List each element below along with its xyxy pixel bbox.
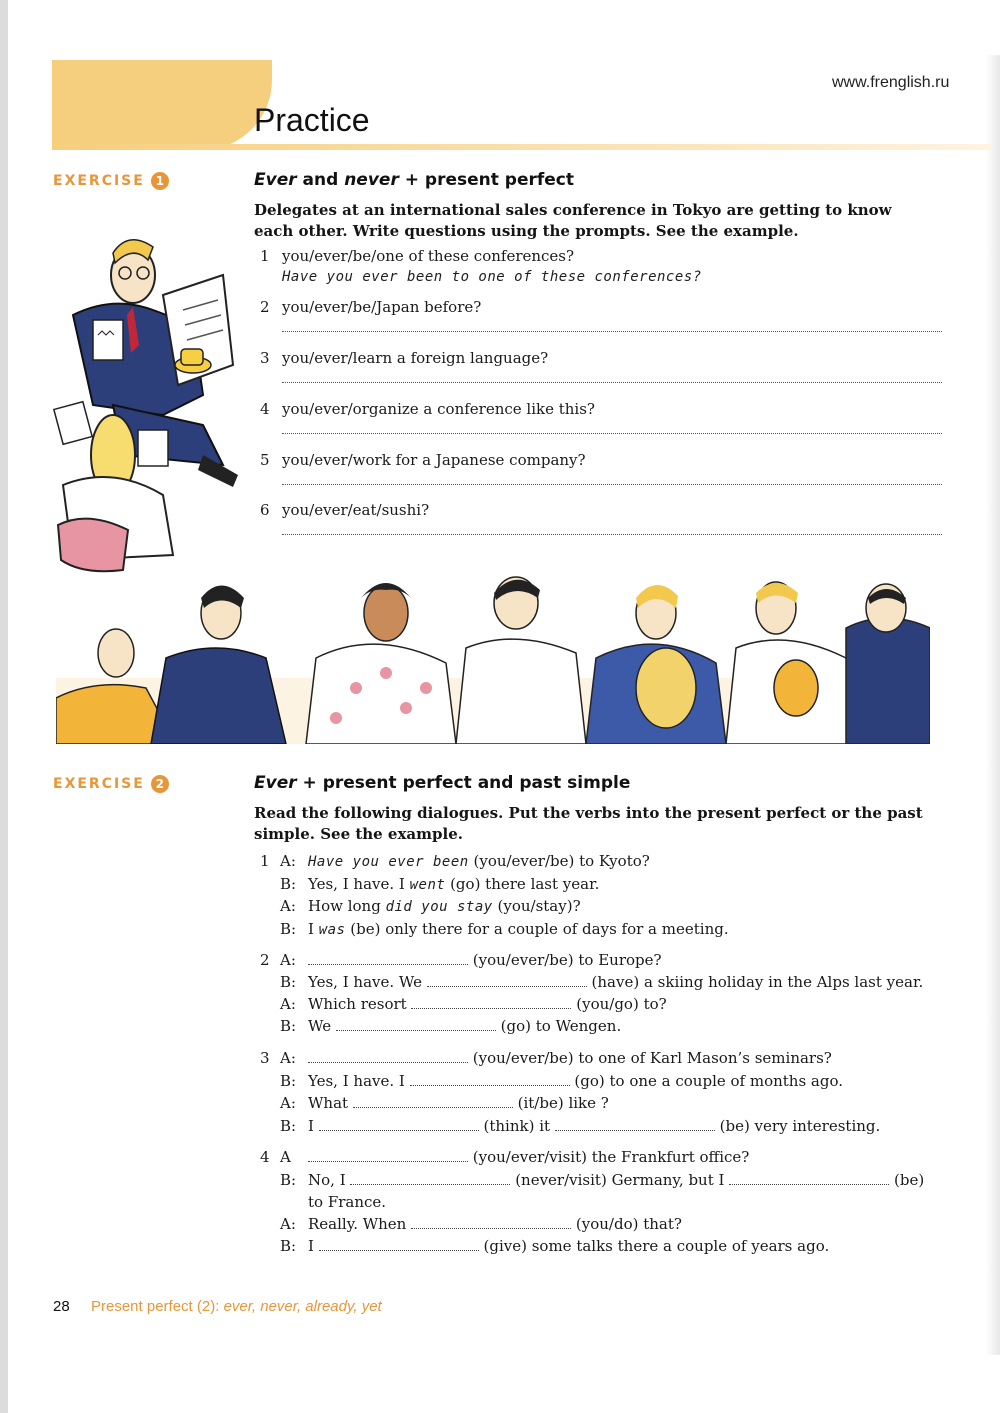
heading-and: and <box>296 170 345 190</box>
line-rest: (be) only there for a couple of days for a meeting. <box>345 920 729 938</box>
line-rest: (you/ever/be) to one of Karl Mason’s seminars? <box>472 1049 832 1067</box>
exercise-1-heading <box>254 170 574 190</box>
line-rest: (give) some talks there a couple of years ago. <box>483 1237 830 1255</box>
speaker: A: <box>280 995 296 1013</box>
footer-topic-main: Present perfect (2): <box>91 1298 224 1315</box>
exercise-2-label <box>53 775 169 793</box>
dialogue-number: 4 <box>260 1148 270 1166</box>
line-rest: (be) <box>894 1171 925 1189</box>
speaker: B: <box>280 920 297 938</box>
line-pre: How long <box>308 897 386 915</box>
businessman-illustration <box>53 225 253 585</box>
dialogue-text <box>308 920 729 938</box>
line-rest: (go) there last year. <box>445 875 600 893</box>
exercise-label-text: EXERCISE <box>53 776 145 792</box>
speaker: A: <box>280 1215 296 1233</box>
line-pre: I <box>308 920 319 938</box>
answer-blank[interactable] <box>350 1172 510 1185</box>
page-shadow <box>986 55 1000 1355</box>
question-prompt: you/ever/be/Japan before? <box>282 298 482 316</box>
line-rest: (have) a skiing holiday in the Alps last year. <box>591 973 924 991</box>
answer-blank[interactable] <box>410 1073 570 1086</box>
exercise-label-text: EXERCISE <box>53 173 145 189</box>
speaker: B: <box>280 1072 297 1090</box>
speaker: A: <box>280 897 296 915</box>
question-item <box>260 501 942 541</box>
dialogue-line <box>260 1171 932 1191</box>
heading-rest: + present perfect <box>398 170 575 190</box>
speaker: A: <box>280 1094 296 1112</box>
answer-blank[interactable] <box>319 1238 479 1251</box>
dialogue-text <box>308 995 667 1013</box>
speaker: A: <box>280 951 296 969</box>
question-prompt: you/ever/work for a Japanese company? <box>282 451 586 469</box>
answer-line[interactable] <box>282 534 942 535</box>
line-rest: (you/do) that? <box>575 1215 682 1233</box>
question-number: 1 <box>260 247 270 265</box>
exercise-number-badge: 2 <box>151 775 169 793</box>
line-rest: (be) very interesting. <box>719 1117 881 1135</box>
dialogue-text <box>308 973 923 991</box>
answer-line[interactable] <box>282 484 942 485</box>
question-number: 2 <box>260 298 270 316</box>
exercise-1-label <box>53 172 169 190</box>
footer-topic-keywords: ever, never, already, yet <box>223 1298 382 1315</box>
question-item <box>260 451 942 491</box>
footer-topic <box>91 1298 382 1315</box>
answer-blank[interactable] <box>353 1095 513 1108</box>
line-mid: (think) it <box>483 1117 551 1135</box>
question-item <box>260 400 942 440</box>
speaker: B: <box>280 1017 297 1035</box>
line-pre: I <box>308 1117 314 1135</box>
answer-blank[interactable] <box>308 952 468 965</box>
speaker: B: <box>280 1237 297 1255</box>
line-pre: What <box>308 1094 349 1112</box>
speaker: A: <box>280 852 296 870</box>
heading-ever: Ever <box>254 170 297 190</box>
line-pre: I <box>308 1237 314 1255</box>
dialogue-text <box>308 1049 832 1067</box>
answer-blank[interactable] <box>729 1172 889 1185</box>
question-number: 5 <box>260 451 270 469</box>
dialogue-text <box>308 875 599 893</box>
dialogue-text <box>308 897 581 915</box>
question-prompt: you/ever/organize a conference like this? <box>282 400 595 418</box>
question-number: 4 <box>260 400 270 418</box>
answer-blank[interactable] <box>308 1149 468 1162</box>
exercise-2-instructions: Read the following dialogues. Put the verbs into the present perfect or the past simple. See the example. <box>254 804 923 843</box>
dialogue-text <box>308 1171 924 1189</box>
dialogue-text <box>308 1117 880 1135</box>
answer-blank[interactable] <box>336 1018 496 1031</box>
line-rest: (you/ever/be) to Kyoto? <box>468 852 650 870</box>
header-tab <box>52 60 272 150</box>
question-prompt: you/ever/be/one of these conferences? <box>282 247 575 265</box>
dialogue-number: 3 <box>260 1049 270 1067</box>
answer-blank[interactable] <box>427 974 587 987</box>
dialogue-text <box>308 1094 609 1112</box>
speaker: A: <box>280 1049 296 1067</box>
line-rest: (you/ever/be) to Europe? <box>472 951 662 969</box>
speaker: B: <box>280 1171 297 1189</box>
line-rest: (you/ever/visit) the Frankfurt office? <box>472 1148 750 1166</box>
line-pre: Yes, I have. I <box>308 875 410 893</box>
speaker: B: <box>280 973 297 991</box>
heading-ever: Ever <box>254 773 297 793</box>
exercise-1-instructions: Delegates at an international sales conference in Tokyo are getting to know each other. Write questions using the prompts. See the example. <box>254 201 892 240</box>
line-rest: (it/be) like ? <box>517 1094 609 1112</box>
question-number: 3 <box>260 349 270 367</box>
dialogue-text <box>308 1215 682 1233</box>
exercise-number-badge: 1 <box>151 172 169 190</box>
line-rest: (go) to Wengen. <box>500 1017 622 1035</box>
example-answer: Have you ever been <box>308 854 469 870</box>
speaker: B: <box>280 1117 297 1135</box>
answer-blank[interactable] <box>411 996 571 1009</box>
question-item <box>260 298 942 338</box>
line-rest: (go) to one a couple of months ago. <box>574 1072 844 1090</box>
dialogue-text <box>308 852 650 870</box>
line-pre: Which resort <box>308 995 407 1013</box>
exercise-2-heading <box>254 773 630 793</box>
page-title: Practice <box>254 102 370 138</box>
answer-blank[interactable] <box>555 1118 715 1131</box>
question-item <box>260 247 942 287</box>
heading-rest: + present perfect and past simple <box>296 773 631 793</box>
dialogue-text <box>308 1148 749 1166</box>
conference-crowd-illustration <box>56 568 930 744</box>
example-answer: did you stay <box>385 899 493 915</box>
dialogue-text <box>308 1072 843 1090</box>
answer-blank[interactable] <box>411 1216 571 1229</box>
line-rest: (you/stay)? <box>492 897 581 915</box>
question-example-answer: Have you ever been to one of these conferences? <box>282 269 702 285</box>
dialogue-text <box>308 951 662 969</box>
dialogue-text <box>308 1017 621 1035</box>
answer-blank[interactable] <box>308 1050 468 1063</box>
dialogue-text-continued: to France. <box>308 1193 387 1211</box>
line-pre: Really. When <box>308 1215 407 1233</box>
line-pre: We <box>308 1017 332 1035</box>
line-pre: Yes, I have. I <box>308 1072 405 1090</box>
header-band <box>52 144 992 150</box>
question-number: 6 <box>260 501 270 519</box>
page-number: 28 <box>53 1298 70 1315</box>
line-pre: No, I <box>308 1171 346 1189</box>
dialogue-1 <box>260 852 940 942</box>
answer-line[interactable] <box>282 382 942 383</box>
line-rest: (you/go) to? <box>576 995 667 1013</box>
site-url[interactable]: www.frenglish.ru <box>832 74 950 91</box>
dialogue-text <box>308 1237 829 1255</box>
line-mid: (never/visit) Germany, but I <box>515 1171 725 1189</box>
dialogue-4 <box>260 1148 940 1260</box>
speaker: B: <box>280 875 297 893</box>
dialogue-number: 1 <box>260 852 270 870</box>
answer-blank[interactable] <box>319 1118 479 1131</box>
heading-never: never <box>344 170 399 190</box>
speaker: A <box>280 1148 291 1166</box>
question-prompt: you/ever/eat/sushi? <box>282 501 430 519</box>
example-answer: went <box>409 877 446 893</box>
dialogue-3 <box>260 1049 940 1139</box>
dialogue-2 <box>260 951 940 1041</box>
line-pre: Yes, I have. We <box>308 973 422 991</box>
answer-line[interactable] <box>282 433 942 434</box>
example-answer: was <box>318 922 346 938</box>
page-edge <box>0 0 8 1413</box>
question-prompt: you/ever/learn a foreign language? <box>282 349 549 367</box>
answer-line[interactable] <box>282 331 942 332</box>
question-item <box>260 349 942 389</box>
dialogue-number: 2 <box>260 951 270 969</box>
